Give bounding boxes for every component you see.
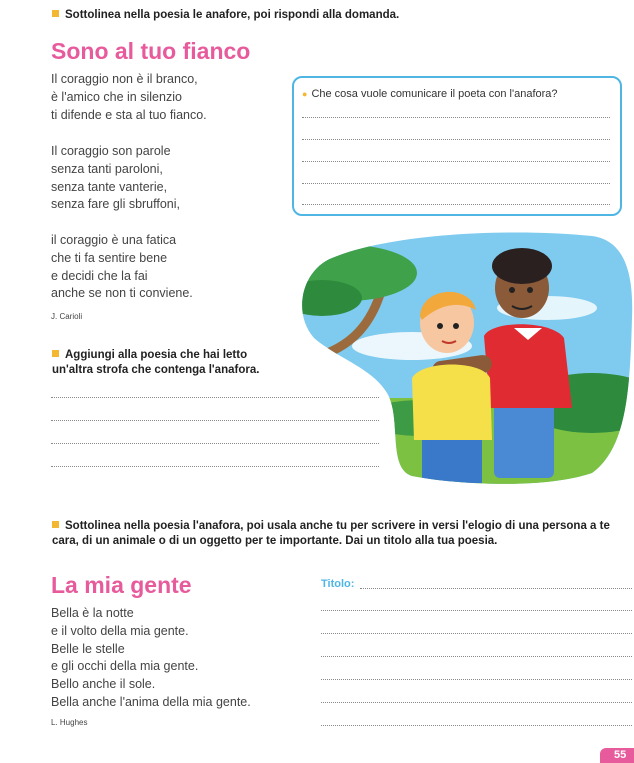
instruction-3: Sottolinea nella poesia l'anafora, poi usala anche tu per scrivere in versi l'elogio di una persona a te cara, di un animale o di un oggetto per te importante. Dai un titolo alla tua poesia.: [52, 520, 610, 547]
square-bullet-icon: [52, 521, 59, 528]
write-line[interactable]: [321, 725, 632, 726]
title-label: Titolo:: [321, 578, 355, 590]
write-line[interactable]: [321, 702, 632, 703]
poem-stanza-3: il coraggio è una fatica che ti fa sentire bene e decidi che la fai anche se non ti conviene.: [51, 233, 193, 301]
title-input-line[interactable]: [360, 588, 632, 589]
write-line[interactable]: [321, 656, 632, 657]
write-line[interactable]: [321, 679, 632, 680]
poem-title-2: La mia gente: [51, 572, 192, 598]
instruction-1: Sottolinea nella poesia le anafore, poi rispondi alla domanda.: [52, 8, 612, 23]
write-line[interactable]: [321, 610, 632, 611]
answer-line[interactable]: [302, 161, 610, 162]
write-line[interactable]: [321, 633, 632, 634]
poem-lines-2: Bella è la notte e il volto della mia gente. Belle le stelle e gli occhi della mia gente. Bello anche il sole. Bella anche l'anima della mia gente.: [51, 606, 251, 709]
poem-stanza-1: Il coraggio non è il branco, è l'amico che in silenzio ti difende e sta al tuo fianco.: [51, 72, 207, 122]
question-text: ● Che cosa vuole comunicare il poeta con l'anafora?: [302, 88, 558, 100]
poem-author-1: J. Carioli: [51, 312, 83, 321]
answer-line[interactable]: [302, 183, 610, 184]
poem-stanza-2: Il coraggio son parole senza tanti paroloni, senza tante vanterie, senza fare gli sbruffoni,: [51, 144, 181, 212]
poem-title-1: Sono al tuo fianco: [51, 38, 251, 64]
instruction-2: Aggiungi alla poesia che hai letto un'altra strofa che contenga l'anafora.: [52, 349, 260, 376]
square-bullet-icon: [52, 350, 59, 357]
poem-author-2: L. Hughes: [51, 718, 88, 727]
answer-line[interactable]: [302, 204, 610, 205]
answer-line[interactable]: [302, 139, 610, 140]
dot-bullet-icon: ●: [302, 89, 308, 99]
answer-line[interactable]: [302, 117, 610, 118]
page-number-tab: [600, 748, 634, 763]
square-bullet-icon: [52, 10, 59, 17]
page-number: 55: [614, 749, 627, 761]
question-box: [292, 76, 622, 216]
two-boys-friends-icon: [292, 228, 634, 484]
